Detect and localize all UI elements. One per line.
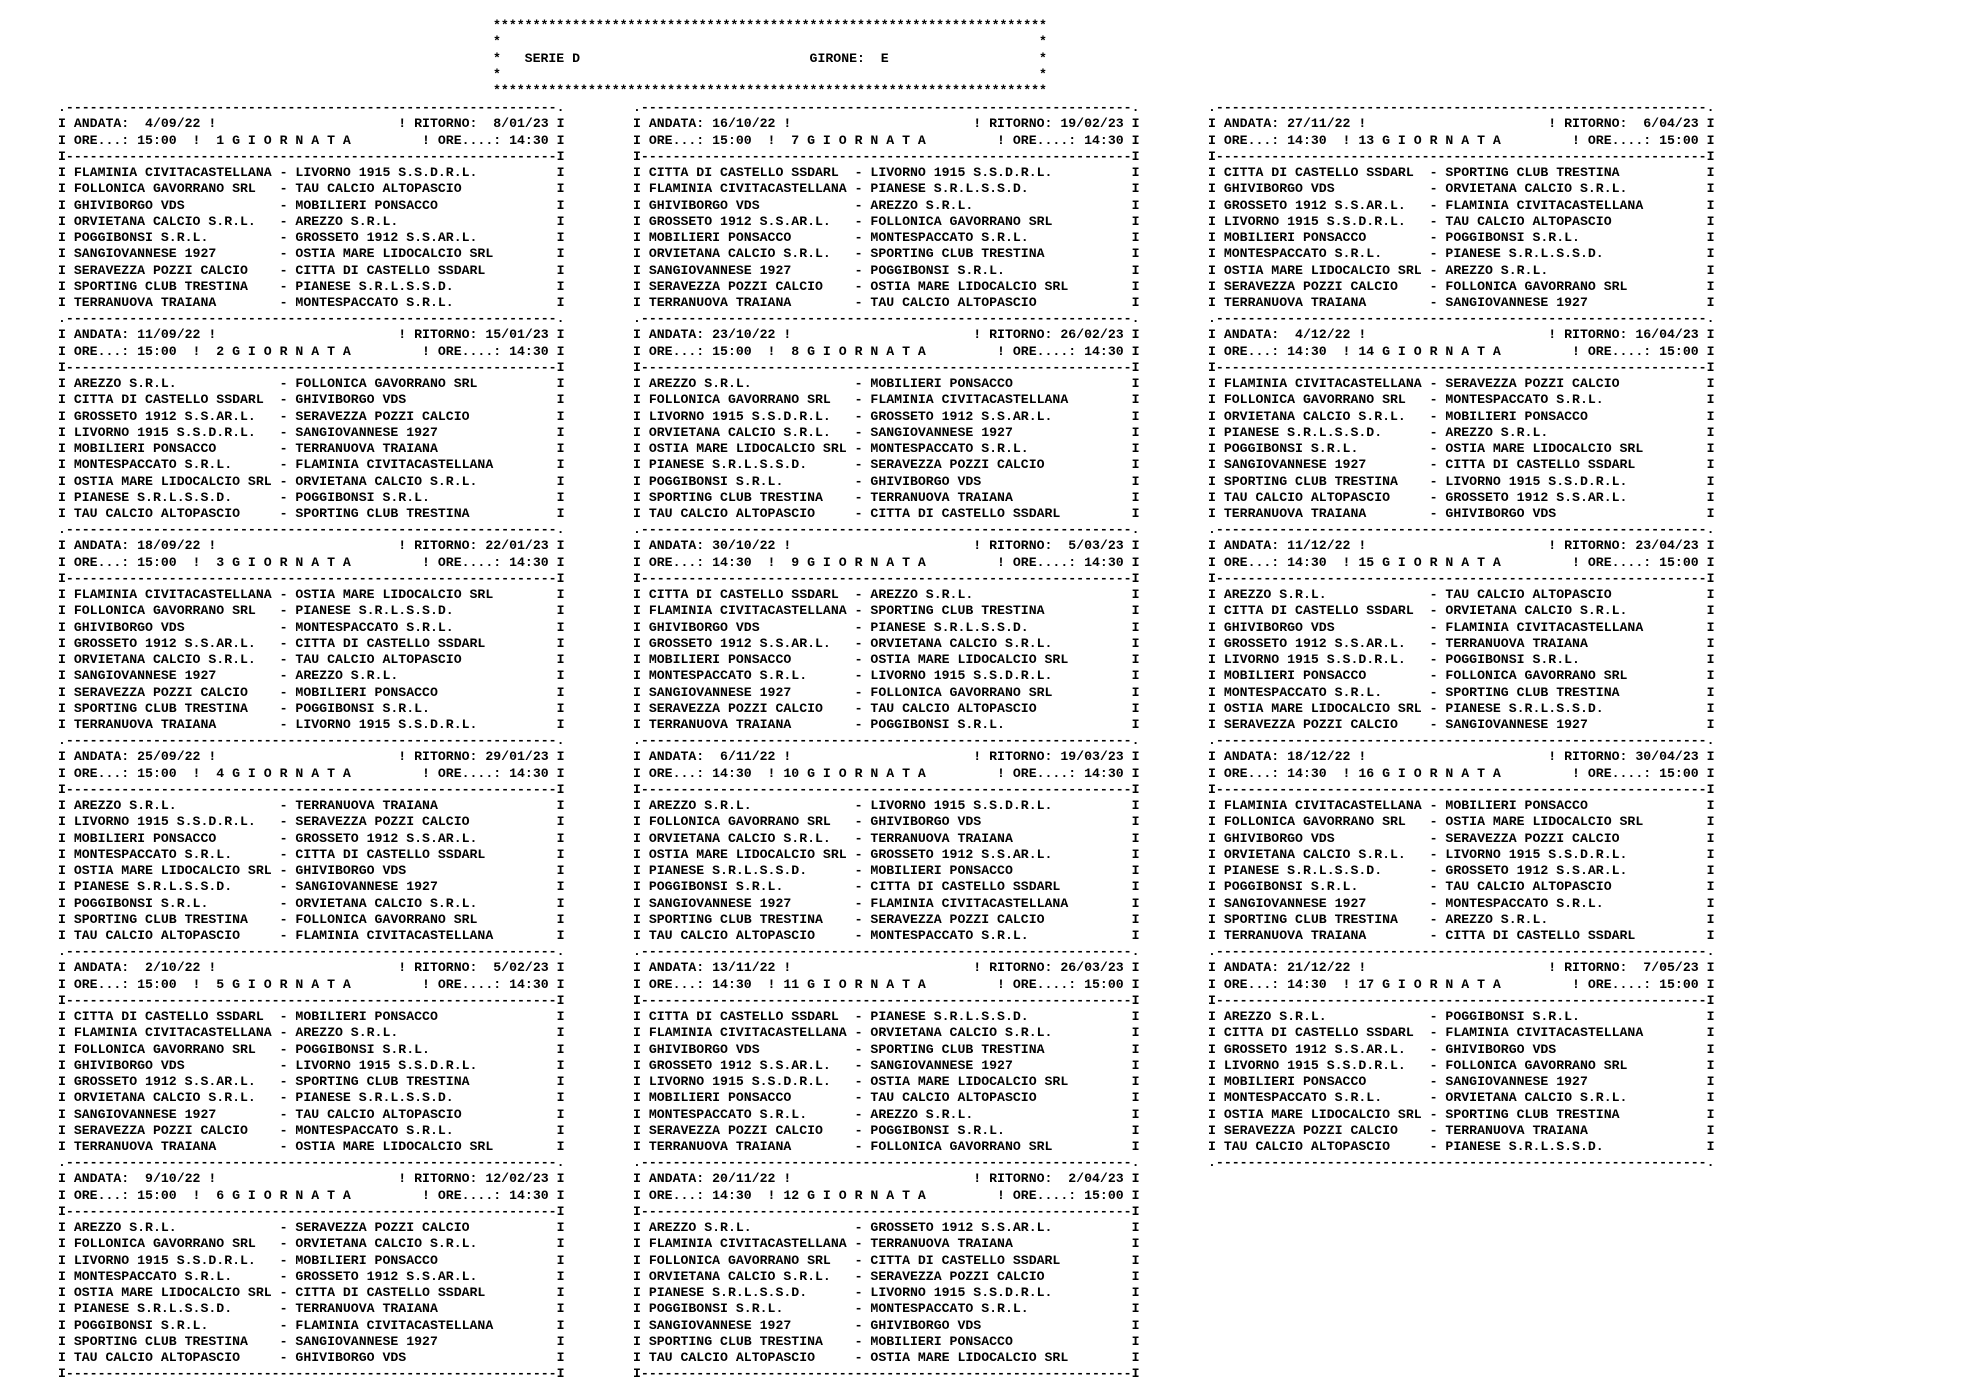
match-row: I GHIVIBORGO VDS - FLAMINIA CIVITACASTELLANA I bbox=[1208, 619, 1715, 635]
orario-giornata-line: I ORE...: 15:00 ! 2 G I O R N A T A ! ORE....: 14:30 I bbox=[58, 343, 565, 359]
match-row: I FLAMINIA CIVITACASTELLANA - LIVORNO 1915 S.S.D.R.L. I bbox=[58, 165, 565, 180]
block-bottom-border: I--------------------------------------------------------------I bbox=[633, 1366, 1140, 1382]
match-row: I POGGIBONSI S.R.L. - OSTIA MARE LIDOCALCIO SRL I bbox=[1208, 441, 1715, 456]
block-top-border: .--------------------------------------------------------------. bbox=[58, 733, 565, 748]
andata-ritorno-line: I ANDATA: 30/10/22 ! ! RITORNO: 5/03/23 I bbox=[633, 538, 1140, 554]
schedule-column-2 bbox=[633, 100, 1140, 1382]
block-top-border: .--------------------------------------------------------------. bbox=[58, 522, 565, 537]
match-row: I ORVIETANA CALCIO S.R.L. - LIVORNO 1915 S.S.D.R.L. I bbox=[1208, 846, 1715, 862]
match-row: I MOBILIERI PONSACCO - MONTESPACCATO S.R.L. I bbox=[633, 230, 1140, 245]
match-row: I SPORTING CLUB TRESTINA - SERAVEZZA POZZI CALCIO I bbox=[633, 911, 1140, 927]
match-row: I FLAMINIA CIVITACASTELLANA - PIANESE S.R.L.S.S.D. I bbox=[633, 181, 1140, 197]
block-top-border: .--------------------------------------------------------------. bbox=[633, 311, 1140, 326]
match-row: I POGGIBONSI S.R.L. - TAU CALCIO ALTOPASCIO I bbox=[1208, 879, 1715, 895]
block-separator: I--------------------------------------------------------------I bbox=[58, 570, 565, 586]
match-row: I LIVORNO 1915 S.S.D.R.L. - MOBILIERI PONSACCO I bbox=[58, 1252, 565, 1268]
giornata-block-2 bbox=[58, 311, 564, 522]
match-row: I ORVIETANA CALCIO S.R.L. - PIANESE S.R.L.S.S.D. I bbox=[58, 1090, 565, 1106]
match-row: I ORVIETANA CALCIO S.R.L. - SPORTING CLUB TRESTINA I bbox=[633, 246, 1140, 262]
giornata-block-5 bbox=[58, 944, 564, 1155]
andata-ritorno-line: I ANDATA: 2/10/22 ! ! RITORNO: 5/02/23 I bbox=[58, 960, 565, 976]
block-top-border: .--------------------------------------------------------------. bbox=[1208, 733, 1715, 748]
match-row: I SPORTING CLUB TRESTINA - FOLLONICA GAVORRANO SRL I bbox=[58, 911, 565, 927]
block-top-border: .--------------------------------------------------------------. bbox=[1208, 944, 1715, 959]
match-row: I TERRANUOVA TRAIANA - POGGIBONSI S.R.L. I bbox=[633, 717, 1140, 732]
block-top-border: .--------------------------------------------------------------. bbox=[633, 522, 1140, 537]
orario-giornata-line: I ORE...: 14:30 ! 14 G I O R N A T A ! ORE....: 15:00 I bbox=[1208, 343, 1715, 359]
match-row: I AREZZO S.R.L. - GROSSETO 1912 S.S.AR.L. I bbox=[633, 1220, 1140, 1235]
andata-ritorno-line: I ANDATA: 18/09/22 ! ! RITORNO: 22/01/23 I bbox=[58, 538, 565, 554]
match-row: I OSTIA MARE LIDOCALCIO SRL - AREZZO S.R.L. I bbox=[1208, 262, 1715, 278]
match-row: I SERAVEZZA POZZI CALCIO - SANGIOVANNESE 1927 I bbox=[1208, 717, 1715, 732]
match-row: I FOLLONICA GAVORRANO SRL - POGGIBONSI S.R.L. I bbox=[58, 1041, 565, 1057]
match-row: I TERRANUOVA TRAIANA - FOLLONICA GAVORRANO SRL I bbox=[633, 1139, 1140, 1154]
andata-ritorno-line: I ANDATA: 11/09/22 ! ! RITORNO: 15/01/23 I bbox=[58, 327, 565, 343]
match-row: I PIANESE S.R.L.S.S.D. - AREZZO S.R.L. I bbox=[1208, 424, 1715, 440]
serie-girone-line: * SERIE D GIRONE: E * bbox=[493, 50, 1047, 66]
andata-ritorno-line: I ANDATA: 20/11/22 ! ! RITORNO: 2/04/23 I bbox=[633, 1171, 1140, 1187]
orario-giornata-line: I ORE...: 15:00 ! 1 G I O R N A T A ! ORE....: 14:30 I bbox=[58, 132, 565, 148]
match-row: I CITTA DI CASTELLO SSDARL - MOBILIERI PONSACCO I bbox=[58, 1009, 565, 1024]
match-row: I TAU CALCIO ALTOPASCIO - CITTA DI CASTELLO SSDARL I bbox=[633, 506, 1140, 521]
match-row: I GROSSETO 1912 S.S.AR.L. - CITTA DI CASTELLO SSDARL I bbox=[58, 635, 565, 651]
match-row: I AREZZO S.R.L. - LIVORNO 1915 S.S.D.R.L. I bbox=[633, 798, 1140, 813]
match-row: I TERRANUOVA TRAIANA - GHIVIBORGO VDS I bbox=[1208, 506, 1715, 521]
match-row: I FLAMINIA CIVITACASTELLANA - OSTIA MARE LIDOCALCIO SRL I bbox=[58, 587, 565, 602]
giornata-block-10 bbox=[633, 733, 1139, 944]
match-row: I SERAVEZZA POZZI CALCIO - MOBILIERI PONSACCO I bbox=[58, 684, 565, 700]
giornata-block-4 bbox=[58, 733, 564, 944]
match-row: I POGGIBONSI S.R.L. - CITTA DI CASTELLO SSDARL I bbox=[633, 879, 1140, 895]
block-separator: I--------------------------------------------------------------I bbox=[633, 1203, 1140, 1219]
match-row: I CITTA DI CASTELLO SSDARL - LIVORNO 1915 S.S.D.R.L. I bbox=[633, 165, 1140, 180]
giornata-block-16 bbox=[1208, 733, 1714, 944]
match-row: I OSTIA MARE LIDOCALCIO SRL - MONTESPACCATO S.R.L. I bbox=[633, 441, 1140, 456]
match-row: I SPORTING CLUB TRESTINA - AREZZO S.R.L. I bbox=[1208, 911, 1715, 927]
andata-ritorno-line: I ANDATA: 6/11/22 ! ! RITORNO: 19/03/23 I bbox=[633, 749, 1140, 765]
match-row: I LIVORNO 1915 S.S.D.R.L. - POGGIBONSI S.R.L. I bbox=[1208, 652, 1715, 667]
match-row: I TAU CALCIO ALTOPASCIO - SPORTING CLUB TRESTINA I bbox=[58, 506, 565, 521]
orario-giornata-line: I ORE...: 14:30 ! 16 G I O R N A T A ! ORE....: 15:00 I bbox=[1208, 765, 1715, 781]
match-row: I MONTESPACCATO S.R.L. - FLAMINIA CIVITACASTELLANA I bbox=[58, 457, 565, 473]
match-row: I TAU CALCIO ALTOPASCIO - MONTESPACCATO S.R.L. I bbox=[633, 928, 1140, 943]
match-row: I MONTESPACCATO S.R.L. - AREZZO S.R.L. I bbox=[633, 1106, 1140, 1122]
block-bottom-border: I--------------------------------------------------------------I bbox=[58, 1366, 565, 1382]
block-top-border: .--------------------------------------------------------------. bbox=[633, 944, 1140, 959]
andata-ritorno-line: I ANDATA: 11/12/22 ! ! RITORNO: 23/04/23 I bbox=[1208, 538, 1715, 554]
match-row: I SANGIOVANNESE 1927 - TAU CALCIO ALTOPASCIO I bbox=[58, 1106, 565, 1122]
schedule-column-1 bbox=[58, 100, 565, 1382]
match-row: I SPORTING CLUB TRESTINA - POGGIBONSI S.R.L. I bbox=[58, 700, 565, 716]
match-row: I OSTIA MARE LIDOCALCIO SRL - SPORTING CLUB TRESTINA I bbox=[1208, 1106, 1715, 1122]
orario-giornata-line: I ORE...: 14:30 ! 11 G I O R N A T A ! ORE....: 15:00 I bbox=[633, 976, 1140, 992]
match-row: I FLAMINIA CIVITACASTELLANA - MOBILIERI PONSACCO I bbox=[1208, 798, 1715, 813]
match-row: I TERRANUOVA TRAIANA - MONTESPACCATO S.R.L. I bbox=[58, 295, 565, 310]
match-row: I SERAVEZZA POZZI CALCIO - OSTIA MARE LIDOCALCIO SRL I bbox=[633, 278, 1140, 294]
match-row: I SANGIOVANNESE 1927 - POGGIBONSI S.R.L. I bbox=[633, 262, 1140, 278]
match-row: I ORVIETANA CALCIO S.R.L. - MOBILIERI PONSACCO I bbox=[1208, 408, 1715, 424]
orario-giornata-line: I ORE...: 14:30 ! 15 G I O R N A T A ! ORE....: 15:00 I bbox=[1208, 554, 1715, 570]
match-row: I LIVORNO 1915 S.S.D.R.L. - GROSSETO 1912 S.S.AR.L. I bbox=[633, 408, 1140, 424]
header-border: ********************************************************************** bbox=[493, 18, 1047, 33]
match-row: I TAU CALCIO ALTOPASCIO - GROSSETO 1912 S.S.AR.L. I bbox=[1208, 489, 1715, 505]
block-top-border: .--------------------------------------------------------------. bbox=[633, 1155, 1140, 1170]
match-row: I MONTESPACCATO S.R.L. - GROSSETO 1912 S.S.AR.L. I bbox=[58, 1268, 565, 1284]
block-separator: I--------------------------------------------------------------I bbox=[58, 992, 565, 1008]
block-top-border: .--------------------------------------------------------------. bbox=[58, 944, 565, 959]
match-row: I AREZZO S.R.L. - TAU CALCIO ALTOPASCIO I bbox=[1208, 587, 1715, 602]
orario-giornata-line: I ORE...: 14:30 ! 13 G I O R N A T A ! ORE....: 15:00 I bbox=[1208, 132, 1715, 148]
match-row: I TAU CALCIO ALTOPASCIO - OSTIA MARE LIDOCALCIO SRL I bbox=[633, 1350, 1140, 1365]
match-row: I GHIVIBORGO VDS - LIVORNO 1915 S.S.D.R.L. I bbox=[58, 1057, 565, 1073]
orario-giornata-line: I ORE...: 14:30 ! 12 G I O R N A T A ! ORE....: 15:00 I bbox=[633, 1187, 1140, 1203]
match-row: I MONTESPACCATO S.R.L. - SPORTING CLUB TRESTINA I bbox=[1208, 684, 1715, 700]
block-separator: I--------------------------------------------------------------I bbox=[58, 359, 565, 375]
match-row: I MOBILIERI PONSACCO - POGGIBONSI S.R.L. I bbox=[1208, 230, 1715, 245]
block-top-border: .--------------------------------------------------------------. bbox=[633, 100, 1140, 115]
block-separator: I--------------------------------------------------------------I bbox=[1208, 781, 1715, 797]
schedule-header bbox=[493, 18, 1047, 99]
match-row: I LIVORNO 1915 S.S.D.R.L. - FOLLONICA GAVORRANO SRL I bbox=[1208, 1057, 1715, 1073]
match-row: I POGGIBONSI S.R.L. - ORVIETANA CALCIO S.R.L. I bbox=[58, 895, 565, 911]
match-row: I OSTIA MARE LIDOCALCIO SRL - GHIVIBORGO VDS I bbox=[58, 863, 565, 878]
giornata-block-8 bbox=[633, 311, 1139, 522]
match-row: I LIVORNO 1915 S.S.D.R.L. - SANGIOVANNESE 1927 I bbox=[58, 424, 565, 440]
block-top-border: .--------------------------------------------------------------. bbox=[1208, 311, 1715, 326]
orario-giornata-line: I ORE...: 15:00 ! 7 G I O R N A T A ! ORE....: 14:30 I bbox=[633, 132, 1140, 148]
match-row: I POGGIBONSI S.R.L. - GHIVIBORGO VDS I bbox=[633, 473, 1140, 489]
match-row: I TAU CALCIO ALTOPASCIO - GHIVIBORGO VDS I bbox=[58, 1350, 565, 1365]
andata-ritorno-line: I ANDATA: 23/10/22 ! ! RITORNO: 26/02/23 I bbox=[633, 327, 1140, 343]
orario-giornata-line: I ORE...: 15:00 ! 3 G I O R N A T A ! ORE....: 14:30 I bbox=[58, 554, 565, 570]
match-row: I POGGIBONSI S.R.L. - FLAMINIA CIVITACASTELLANA I bbox=[58, 1317, 565, 1333]
block-separator: I--------------------------------------------------------------I bbox=[58, 1203, 565, 1219]
match-row: I TAU CALCIO ALTOPASCIO - PIANESE S.R.L.S.S.D. I bbox=[1208, 1139, 1715, 1154]
match-row: I FOLLONICA GAVORRANO SRL - CITTA DI CASTELLO SSDARL I bbox=[633, 1252, 1140, 1268]
match-row: I FLAMINIA CIVITACASTELLANA - SERAVEZZA POZZI CALCIO I bbox=[1208, 376, 1715, 391]
block-separator: I--------------------------------------------------------------I bbox=[1208, 148, 1715, 164]
giornata-block-7 bbox=[633, 100, 1139, 311]
match-row: I PIANESE S.R.L.S.S.D. - SERAVEZZA POZZI CALCIO I bbox=[633, 457, 1140, 473]
giornata-block-3 bbox=[58, 522, 564, 733]
match-row: I AREZZO S.R.L. - POGGIBONSI S.R.L. I bbox=[1208, 1009, 1715, 1024]
block-separator: I--------------------------------------------------------------I bbox=[1208, 359, 1715, 375]
match-row: I SPORTING CLUB TRESTINA - PIANESE S.R.L.S.S.D. I bbox=[58, 278, 565, 294]
match-row: I FOLLONICA GAVORRANO SRL - ORVIETANA CALCIO S.R.L. I bbox=[58, 1236, 565, 1252]
match-row: I MOBILIERI PONSACCO - FOLLONICA GAVORRANO SRL I bbox=[1208, 668, 1715, 684]
block-separator: I--------------------------------------------------------------I bbox=[633, 781, 1140, 797]
orario-giornata-line: I ORE...: 15:00 ! 4 G I O R N A T A ! ORE....: 14:30 I bbox=[58, 765, 565, 781]
match-row: I ORVIETANA CALCIO S.R.L. - SERAVEZZA POZZI CALCIO I bbox=[633, 1268, 1140, 1284]
match-row: I GROSSETO 1912 S.S.AR.L. - SPORTING CLUB TRESTINA I bbox=[58, 1074, 565, 1089]
match-row: I SPORTING CLUB TRESTINA - SANGIOVANNESE 1927 I bbox=[58, 1333, 565, 1349]
match-row: I FLAMINIA CIVITACASTELLANA - TERRANUOVA TRAIANA I bbox=[633, 1236, 1140, 1252]
match-row: I SANGIOVANNESE 1927 - AREZZO S.R.L. I bbox=[58, 668, 565, 684]
match-row: I SPORTING CLUB TRESTINA - LIVORNO 1915 S.S.D.R.L. I bbox=[1208, 473, 1715, 489]
block-separator: I--------------------------------------------------------------I bbox=[1208, 992, 1715, 1008]
match-row: I MONTESPACCATO S.R.L. - LIVORNO 1915 S.S.D.R.L. I bbox=[633, 668, 1140, 684]
orario-giornata-line: I ORE...: 15:00 ! 5 G I O R N A T A ! ORE....: 14:30 I bbox=[58, 976, 565, 992]
orario-giornata-line: I ORE...: 14:30 ! 10 G I O R N A T A ! ORE....: 14:30 I bbox=[633, 765, 1140, 781]
match-row: I CITTA DI CASTELLO SSDARL - FLAMINIA CIVITACASTELLANA I bbox=[1208, 1025, 1715, 1041]
match-row: I FLAMINIA CIVITACASTELLANA - AREZZO S.R.L. I bbox=[58, 1025, 565, 1041]
match-row: I ORVIETANA CALCIO S.R.L. - TERRANUOVA TRAIANA I bbox=[633, 830, 1140, 846]
andata-ritorno-line: I ANDATA: 27/11/22 ! ! RITORNO: 6/04/23 I bbox=[1208, 116, 1715, 132]
match-row: I LIVORNO 1915 S.S.D.R.L. - TAU CALCIO ALTOPASCIO I bbox=[1208, 213, 1715, 229]
match-row: I GROSSETO 1912 S.S.AR.L. - FOLLONICA GAVORRANO SRL I bbox=[633, 213, 1140, 229]
giornata-block-6 bbox=[58, 1155, 565, 1382]
match-row: I POGGIBONSI S.R.L. - GROSSETO 1912 S.S.AR.L. I bbox=[58, 230, 565, 245]
match-row: I TERRANUOVA TRAIANA - CITTA DI CASTELLO SSDARL I bbox=[1208, 928, 1715, 943]
match-row: I SANGIOVANNESE 1927 - FOLLONICA GAVORRANO SRL I bbox=[633, 684, 1140, 700]
match-row: I TERRANUOVA TRAIANA - TAU CALCIO ALTOPASCIO I bbox=[633, 295, 1140, 310]
orario-giornata-line: I ORE...: 14:30 ! 9 G I O R N A T A ! ORE....: 14:30 I bbox=[633, 554, 1140, 570]
giornata-block-9 bbox=[633, 522, 1139, 733]
match-row: I LIVORNO 1915 S.S.D.R.L. - OSTIA MARE LIDOCALCIO SRL I bbox=[633, 1074, 1140, 1089]
match-row: I PIANESE S.R.L.S.S.D. - TERRANUOVA TRAIANA I bbox=[58, 1301, 565, 1317]
giornata-block-14 bbox=[1208, 311, 1714, 522]
match-row: I ORVIETANA CALCIO S.R.L. - TAU CALCIO ALTOPASCIO I bbox=[58, 652, 565, 667]
match-row: I SERAVEZZA POZZI CALCIO - TAU CALCIO ALTOPASCIO I bbox=[633, 700, 1140, 716]
match-row: I GROSSETO 1912 S.S.AR.L. - ORVIETANA CALCIO S.R.L. I bbox=[633, 635, 1140, 651]
match-row: I PIANESE S.R.L.S.S.D. - POGGIBONSI S.R.L. I bbox=[58, 489, 565, 505]
match-row: I AREZZO S.R.L. - SERAVEZZA POZZI CALCIO I bbox=[58, 1220, 565, 1235]
match-row: I SPORTING CLUB TRESTINA - MOBILIERI PONSACCO I bbox=[633, 1333, 1140, 1349]
match-row: I PIANESE S.R.L.S.S.D. - SANGIOVANNESE 1927 I bbox=[58, 879, 565, 895]
schedule-column-3 bbox=[1208, 100, 1715, 1171]
match-row: I OSTIA MARE LIDOCALCIO SRL - GROSSETO 1912 S.S.AR.L. I bbox=[633, 846, 1140, 862]
match-row: I SPORTING CLUB TRESTINA - TERRANUOVA TRAIANA I bbox=[633, 489, 1140, 505]
block-separator: I--------------------------------------------------------------I bbox=[633, 148, 1140, 164]
block-separator: I--------------------------------------------------------------I bbox=[58, 148, 565, 164]
match-row: I GHIVIBORGO VDS - SPORTING CLUB TRESTINA I bbox=[633, 1041, 1140, 1057]
andata-ritorno-line: I ANDATA: 18/12/22 ! ! RITORNO: 30/04/23 I bbox=[1208, 749, 1715, 765]
match-row: I MOBILIERI PONSACCO - SANGIOVANNESE 1927 I bbox=[1208, 1074, 1715, 1089]
block-separator: I--------------------------------------------------------------I bbox=[633, 992, 1140, 1008]
match-row: I MONTESPACCATO S.R.L. - CITTA DI CASTELLO SSDARL I bbox=[58, 846, 565, 862]
match-row: I SANGIOVANNESE 1927 - OSTIA MARE LIDOCALCIO SRL I bbox=[58, 246, 565, 262]
match-row: I CITTA DI CASTELLO SSDARL - AREZZO S.R.L. I bbox=[633, 587, 1140, 602]
block-top-border: .--------------------------------------------------------------. bbox=[58, 100, 565, 115]
andata-ritorno-line: I ANDATA: 4/12/22 ! ! RITORNO: 16/04/23 I bbox=[1208, 327, 1715, 343]
match-row: I GROSSETO 1912 S.S.AR.L. - GHIVIBORGO VDS I bbox=[1208, 1041, 1715, 1057]
match-row: I FLAMINIA CIVITACASTELLANA - SPORTING CLUB TRESTINA I bbox=[633, 603, 1140, 619]
match-row: I AREZZO S.R.L. - TERRANUOVA TRAIANA I bbox=[58, 798, 565, 813]
match-row: I PIANESE S.R.L.S.S.D. - LIVORNO 1915 S.S.D.R.L. I bbox=[633, 1285, 1140, 1300]
match-row: I SERAVEZZA POZZI CALCIO - POGGIBONSI S.R.L. I bbox=[633, 1122, 1140, 1138]
block-top-border: .--------------------------------------------------------------. bbox=[1208, 100, 1715, 115]
match-row: I OSTIA MARE LIDOCALCIO SRL - PIANESE S.R.L.S.S.D. I bbox=[1208, 700, 1715, 716]
match-row: I MOBILIERI PONSACCO - TERRANUOVA TRAIANA I bbox=[58, 441, 565, 456]
andata-ritorno-line: I ANDATA: 4/09/22 ! ! RITORNO: 8/01/23 I bbox=[58, 116, 565, 132]
header-border: * * bbox=[493, 66, 1047, 82]
giornata-block-11 bbox=[633, 944, 1139, 1155]
match-row: I SERAVEZZA POZZI CALCIO - MONTESPACCATO S.R.L. I bbox=[58, 1122, 565, 1138]
match-row: I SANGIOVANNESE 1927 - CITTA DI CASTELLO SSDARL I bbox=[1208, 457, 1715, 473]
match-row: I ORVIETANA CALCIO S.R.L. - SANGIOVANNESE 1927 I bbox=[633, 424, 1140, 440]
match-row: I POGGIBONSI S.R.L. - MONTESPACCATO S.R.L. I bbox=[633, 1301, 1140, 1317]
match-row: I FOLLONICA GAVORRANO SRL - FLAMINIA CIVITACASTELLANA I bbox=[633, 392, 1140, 408]
match-row: I TERRANUOVA TRAIANA - SANGIOVANNESE 1927 I bbox=[1208, 295, 1715, 310]
match-row: I MONTESPACCATO S.R.L. - PIANESE S.R.L.S.S.D. I bbox=[1208, 246, 1715, 262]
match-row: I FOLLONICA GAVORRANO SRL - OSTIA MARE LIDOCALCIO SRL I bbox=[1208, 814, 1715, 830]
match-row: I GHIVIBORGO VDS - ORVIETANA CALCIO S.R.L. I bbox=[1208, 181, 1715, 197]
match-row: I GHIVIBORGO VDS - SERAVEZZA POZZI CALCIO I bbox=[1208, 830, 1715, 846]
match-row: I GHIVIBORGO VDS - PIANESE S.R.L.S.S.D. I bbox=[633, 619, 1140, 635]
match-row: I AREZZO S.R.L. - MOBILIERI PONSACCO I bbox=[633, 376, 1140, 391]
match-row: I SERAVEZZA POZZI CALCIO - FOLLONICA GAVORRANO SRL I bbox=[1208, 278, 1715, 294]
andata-ritorno-line: I ANDATA: 16/10/22 ! ! RITORNO: 19/02/23 I bbox=[633, 116, 1140, 132]
match-row: I AREZZO S.R.L. - FOLLONICA GAVORRANO SRL I bbox=[58, 376, 565, 391]
match-row: I PIANESE S.R.L.S.S.D. - GROSSETO 1912 S.S.AR.L. I bbox=[1208, 863, 1715, 878]
andata-ritorno-line: I ANDATA: 21/12/22 ! ! RITORNO: 7/05/23 I bbox=[1208, 960, 1715, 976]
match-row: I GHIVIBORGO VDS - MONTESPACCATO S.R.L. I bbox=[58, 619, 565, 635]
match-row: I CITTA DI CASTELLO SSDARL - SPORTING CLUB TRESTINA I bbox=[1208, 165, 1715, 180]
orario-giornata-line: I ORE...: 15:00 ! 8 G I O R N A T A ! ORE....: 14:30 I bbox=[633, 343, 1140, 359]
match-row: I CITTA DI CASTELLO SSDARL - PIANESE S.R.L.S.S.D. I bbox=[633, 1009, 1140, 1024]
block-top-border: .--------------------------------------------------------------. bbox=[58, 311, 565, 326]
giornata-block-15 bbox=[1208, 522, 1714, 733]
match-row: I MOBILIERI PONSACCO - OSTIA MARE LIDOCALCIO SRL I bbox=[633, 652, 1140, 667]
block-top-border: .--------------------------------------------------------------. bbox=[58, 1155, 565, 1170]
match-row: I TERRANUOVA TRAIANA - LIVORNO 1915 S.S.D.R.L. I bbox=[58, 717, 565, 732]
match-row: I FOLLONICA GAVORRANO SRL - GHIVIBORGO VDS I bbox=[633, 814, 1140, 830]
match-row: I GROSSETO 1912 S.S.AR.L. - SERAVEZZA POZZI CALCIO I bbox=[58, 408, 565, 424]
andata-ritorno-line: I ANDATA: 13/11/22 ! ! RITORNO: 26/03/23 I bbox=[633, 960, 1140, 976]
andata-ritorno-line: I ANDATA: 9/10/22 ! ! RITORNO: 12/02/23 I bbox=[58, 1171, 565, 1187]
block-separator: I--------------------------------------------------------------I bbox=[58, 781, 565, 797]
match-row: I SERAVEZZA POZZI CALCIO - CITTA DI CASTELLO SSDARL I bbox=[58, 262, 565, 278]
match-row: I GROSSETO 1912 S.S.AR.L. - SANGIOVANNESE 1927 I bbox=[633, 1057, 1140, 1073]
orario-giornata-line: I ORE...: 14:30 ! 17 G I O R N A T A ! ORE....: 15:00 I bbox=[1208, 976, 1715, 992]
match-row: I OSTIA MARE LIDOCALCIO SRL - ORVIETANA CALCIO S.R.L. I bbox=[58, 473, 565, 489]
match-row: I FLAMINIA CIVITACASTELLANA - ORVIETANA CALCIO S.R.L. I bbox=[633, 1025, 1140, 1041]
header-border: * * bbox=[493, 34, 1047, 50]
andata-ritorno-line: I ANDATA: 25/09/22 ! ! RITORNO: 29/01/23 I bbox=[58, 749, 565, 765]
giornata-block-13 bbox=[1208, 100, 1714, 311]
match-row: I FOLLONICA GAVORRANO SRL - MONTESPACCATO S.R.L. I bbox=[1208, 392, 1715, 408]
match-row: I GHIVIBORGO VDS - AREZZO S.R.L. I bbox=[633, 197, 1140, 213]
match-row: I MOBILIERI PONSACCO - TAU CALCIO ALTOPASCIO I bbox=[633, 1090, 1140, 1106]
match-row: I CITTA DI CASTELLO SSDARL - ORVIETANA CALCIO S.R.L. I bbox=[1208, 603, 1715, 619]
orario-giornata-line: I ORE...: 15:00 ! 6 G I O R N A T A ! ORE....: 14:30 I bbox=[58, 1187, 565, 1203]
match-row: I CITTA DI CASTELLO SSDARL - GHIVIBORGO VDS I bbox=[58, 392, 565, 408]
match-row: I PIANESE S.R.L.S.S.D. - MOBILIERI PONSACCO I bbox=[633, 863, 1140, 878]
match-row: I TERRANUOVA TRAIANA - OSTIA MARE LIDOCALCIO SRL I bbox=[58, 1139, 565, 1154]
match-row: I GROSSETO 1912 S.S.AR.L. - FLAMINIA CIVITACASTELLANA I bbox=[1208, 197, 1715, 213]
match-row: I TAU CALCIO ALTOPASCIO - FLAMINIA CIVITACASTELLANA I bbox=[58, 928, 565, 943]
block-top-border: .--------------------------------------------------------------. bbox=[1208, 522, 1715, 537]
block-separator: I--------------------------------------------------------------I bbox=[1208, 570, 1715, 586]
block-bottom-border: .--------------------------------------------------------------. bbox=[1208, 1155, 1715, 1171]
match-row: I GHIVIBORGO VDS - MOBILIERI PONSACCO I bbox=[58, 197, 565, 213]
match-row: I GROSSETO 1912 S.S.AR.L. - TERRANUOVA TRAIANA I bbox=[1208, 635, 1715, 651]
match-row: I MOBILIERI PONSACCO - GROSSETO 1912 S.S.AR.L. I bbox=[58, 830, 565, 846]
giornata-block-17 bbox=[1208, 944, 1715, 1171]
match-row: I SANGIOVANNESE 1927 - FLAMINIA CIVITACASTELLANA I bbox=[633, 895, 1140, 911]
match-row: I SANGIOVANNESE 1927 - GHIVIBORGO VDS I bbox=[633, 1317, 1140, 1333]
header-border: ********************************************************************** bbox=[493, 83, 1047, 98]
giornata-block-1 bbox=[58, 100, 564, 311]
match-row: I LIVORNO 1915 S.S.D.R.L. - SERAVEZZA POZZI CALCIO I bbox=[58, 814, 565, 830]
block-top-border: .--------------------------------------------------------------. bbox=[633, 733, 1140, 748]
match-row: I FOLLONICA GAVORRANO SRL - PIANESE S.R.L.S.S.D. I bbox=[58, 603, 565, 619]
match-row: I SERAVEZZA POZZI CALCIO - TERRANUOVA TRAIANA I bbox=[1208, 1122, 1715, 1138]
block-separator: I--------------------------------------------------------------I bbox=[633, 570, 1140, 586]
match-row: I OSTIA MARE LIDOCALCIO SRL - CITTA DI CASTELLO SSDARL I bbox=[58, 1285, 565, 1300]
match-row: I FOLLONICA GAVORRANO SRL - TAU CALCIO ALTOPASCIO I bbox=[58, 181, 565, 197]
match-row: I SANGIOVANNESE 1927 - MONTESPACCATO S.R.L. I bbox=[1208, 895, 1715, 911]
block-separator: I--------------------------------------------------------------I bbox=[633, 359, 1140, 375]
match-row: I MONTESPACCATO S.R.L. - ORVIETANA CALCIO S.R.L. I bbox=[1208, 1090, 1715, 1106]
giornata-block-12 bbox=[633, 1155, 1140, 1382]
match-row: I ORVIETANA CALCIO S.R.L. - AREZZO S.R.L. I bbox=[58, 213, 565, 229]
